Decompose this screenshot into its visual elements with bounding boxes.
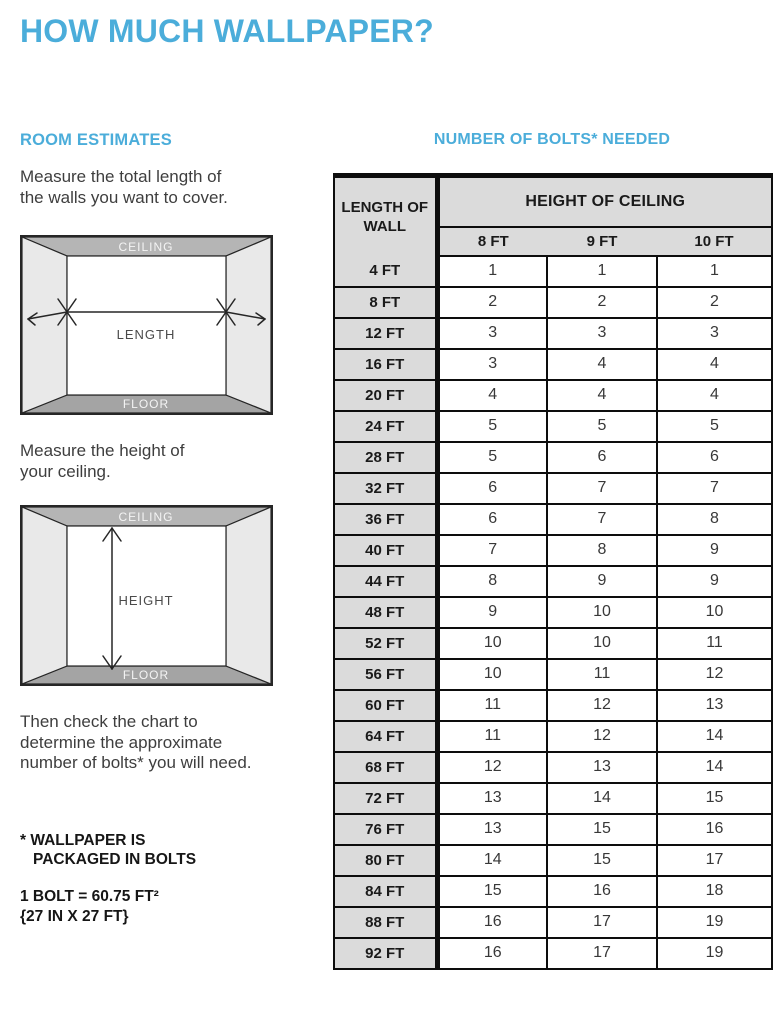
- bolt-count-cell: 6: [437, 473, 547, 504]
- table-row: [334, 380, 772, 411]
- bolts-table-body: [334, 256, 772, 969]
- table-row: [334, 938, 772, 969]
- wall-length-cell: 44 FT: [334, 566, 437, 597]
- floor-label: FLOOR: [122, 397, 170, 411]
- bolt-count-cell: 3: [547, 318, 657, 349]
- table-row: [334, 597, 772, 628]
- bolt-count-cell: 10: [437, 628, 547, 659]
- step1-line2: the walls you want to cover.: [20, 187, 228, 207]
- left-wall-surface: [22, 507, 67, 684]
- wall-length-cell: 12 FT: [334, 318, 437, 349]
- step3-line1: Then check the chart to: [20, 712, 198, 731]
- wall-length-cell: 64 FT: [334, 721, 437, 752]
- bolt-size-line1: 1 BOLT = 60.75 FT²: [20, 888, 159, 905]
- bolt-count-cell: 14: [657, 752, 772, 783]
- wall-length-cell: 76 FT: [334, 814, 437, 845]
- ceiling-height-10ft-header: 10 FT: [657, 227, 772, 256]
- bolt-count-cell: 10: [547, 628, 657, 659]
- height-label: HEIGHT: [118, 593, 174, 608]
- bolt-count-cell: 15: [547, 845, 657, 876]
- table-row: [334, 845, 772, 876]
- step3-text: [20, 712, 252, 774]
- bolt-count-cell: 2: [657, 287, 772, 318]
- bolt-count-cell: 12: [437, 752, 547, 783]
- floor-label: FLOOR: [122, 668, 170, 682]
- step2-line2: your ceiling.: [20, 461, 111, 481]
- bolt-count-cell: 13: [437, 814, 547, 845]
- wall-length-cell: 16 FT: [334, 349, 437, 380]
- bolt-count-cell: 6: [437, 504, 547, 535]
- table-row: [334, 535, 772, 566]
- table-row: [334, 256, 772, 287]
- bolt-count-cell: 4: [547, 349, 657, 380]
- wall-length-cell: 56 FT: [334, 659, 437, 690]
- bolt-count-cell: 15: [547, 814, 657, 845]
- bolt-count-cell: 11: [437, 721, 547, 752]
- bolt-count-cell: 3: [437, 318, 547, 349]
- table-row: [334, 783, 772, 814]
- bolt-count-cell: 17: [547, 907, 657, 938]
- bolt-count-cell: 8: [437, 566, 547, 597]
- wall-length-cell: 60 FT: [334, 690, 437, 721]
- bolt-count-cell: 4: [547, 380, 657, 411]
- bolt-count-cell: 18: [657, 876, 772, 907]
- bolts-footnote: [20, 831, 196, 869]
- ceiling-label: CEILING: [118, 510, 174, 524]
- bolt-count-cell: 3: [657, 318, 772, 349]
- table-row: [334, 318, 772, 349]
- bolt-count-cell: 1: [657, 256, 772, 287]
- table-row: [334, 349, 772, 380]
- step1-text: [20, 167, 228, 208]
- bolt-count-cell: 4: [437, 380, 547, 411]
- wall-length-cell: 20 FT: [334, 380, 437, 411]
- ceiling-height-8ft-header: 8 FT: [437, 227, 547, 256]
- bolt-count-cell: 9: [547, 566, 657, 597]
- bolt-count-cell: 7: [547, 473, 657, 504]
- room-height-diagram: [20, 505, 273, 686]
- bolt-count-cell: 9: [657, 535, 772, 566]
- table-row: [334, 504, 772, 535]
- table-row: [334, 814, 772, 845]
- bolt-count-cell: 7: [657, 473, 772, 504]
- wall-length-cell: 32 FT: [334, 473, 437, 504]
- wall-length-cell: 72 FT: [334, 783, 437, 814]
- table-row: [334, 876, 772, 907]
- table-row: [334, 287, 772, 318]
- bolt-count-cell: 16: [657, 814, 772, 845]
- step1-line1: Measure the total length of: [20, 167, 222, 186]
- bolt-count-cell: 17: [547, 938, 657, 969]
- table-row: [334, 721, 772, 752]
- table-row: [334, 907, 772, 938]
- bolt-count-cell: 8: [547, 535, 657, 566]
- bolts-table-heading: NUMBER OF BOLTS* NEEDED: [433, 131, 671, 148]
- height-of-ceiling-header: HEIGHT OF CEILING: [437, 176, 772, 227]
- wall-length-cell: 52 FT: [334, 628, 437, 659]
- room-estimates-section: [20, 131, 325, 1011]
- wall-length-cell: 80 FT: [334, 845, 437, 876]
- length-label: LENGTH: [116, 327, 176, 342]
- bolts-table: [333, 173, 773, 970]
- table-row: [334, 566, 772, 597]
- bolt-count-cell: 2: [547, 287, 657, 318]
- bolt-count-cell: 6: [657, 442, 772, 473]
- wall-length-cell: 8 FT: [334, 287, 437, 318]
- footnote-line2: PACKAGED IN BOLTS: [33, 851, 197, 868]
- bolt-count-cell: 5: [437, 442, 547, 473]
- table-row: [334, 442, 772, 473]
- room-estimates-heading: ROOM ESTIMATES: [20, 131, 172, 149]
- bolt-count-cell: 10: [657, 597, 772, 628]
- bolt-count-cell: 14: [657, 721, 772, 752]
- bolt-count-cell: 11: [437, 690, 547, 721]
- bolt-count-cell: 4: [657, 380, 772, 411]
- bolt-count-cell: 17: [657, 845, 772, 876]
- table-row: [334, 411, 772, 442]
- bolt-count-cell: 7: [547, 504, 657, 535]
- left-wall-surface: [22, 237, 67, 413]
- ceiling-label: CEILING: [118, 240, 174, 254]
- length-of-wall-header: LENGTH OF WALL: [334, 176, 437, 256]
- bolt-count-cell: 19: [657, 907, 772, 938]
- page-title: HOW MUCH WALLPAPER?: [20, 13, 434, 49]
- bolt-size-info: [20, 887, 159, 927]
- bolt-count-cell: 13: [657, 690, 772, 721]
- bolt-count-cell: 3: [437, 349, 547, 380]
- bolt-count-cell: 12: [547, 721, 657, 752]
- bolt-count-cell: 16: [437, 938, 547, 969]
- wall-length-cell: 36 FT: [334, 504, 437, 535]
- bolt-count-cell: 11: [547, 659, 657, 690]
- table-row: [334, 690, 772, 721]
- bolt-count-cell: 5: [657, 411, 772, 442]
- bolt-count-cell: 7: [437, 535, 547, 566]
- bolt-count-cell: 2: [437, 287, 547, 318]
- bolt-count-cell: 15: [657, 783, 772, 814]
- bolt-count-cell: 12: [547, 690, 657, 721]
- bolt-count-cell: 15: [437, 876, 547, 907]
- bolt-count-cell: 8: [657, 504, 772, 535]
- bolt-count-cell: 16: [437, 907, 547, 938]
- right-wall-surface: [226, 507, 271, 684]
- bolt-count-cell: 13: [547, 752, 657, 783]
- wall-length-cell: 88 FT: [334, 907, 437, 938]
- right-wall-surface: [226, 237, 271, 413]
- bolt-count-cell: 12: [657, 659, 772, 690]
- step2-text: [20, 441, 184, 482]
- step2-line1: Measure the height of: [20, 441, 185, 460]
- table-row: [334, 628, 772, 659]
- ceiling-height-9ft-header: 9 FT: [547, 227, 657, 256]
- bolt-count-cell: 9: [437, 597, 547, 628]
- bolt-count-cell: 10: [547, 597, 657, 628]
- table-row: [334, 473, 772, 504]
- bolt-count-cell: 6: [547, 442, 657, 473]
- room-length-diagram: [20, 235, 273, 415]
- wall-length-cell: 48 FT: [334, 597, 437, 628]
- wall-length-cell: 40 FT: [334, 535, 437, 566]
- bolts-table-section: [333, 131, 771, 970]
- bolt-count-cell: 1: [547, 256, 657, 287]
- bolt-count-cell: 10: [437, 659, 547, 690]
- bolt-count-cell: 5: [547, 411, 657, 442]
- footnote-line1: * WALLPAPER IS: [20, 832, 146, 849]
- step3-line3: number of bolts* you will need.: [20, 753, 252, 772]
- bolt-count-cell: 13: [437, 783, 547, 814]
- wall-length-cell: 68 FT: [334, 752, 437, 783]
- wall-length-cell: 84 FT: [334, 876, 437, 907]
- bolt-count-cell: 11: [657, 628, 772, 659]
- table-row: [334, 659, 772, 690]
- group-header-row: [334, 176, 772, 227]
- wall-length-cell: 4 FT: [334, 256, 437, 287]
- wall-length-cell: 24 FT: [334, 411, 437, 442]
- bolt-count-cell: 14: [437, 845, 547, 876]
- bolt-count-cell: 1: [437, 256, 547, 287]
- bolt-size-line2: {27 IN X 27 FT}: [20, 908, 129, 925]
- wall-length-cell: 28 FT: [334, 442, 437, 473]
- bolt-count-cell: 16: [547, 876, 657, 907]
- bolt-count-cell: 14: [547, 783, 657, 814]
- step3-line2: determine the approximate: [20, 732, 223, 752]
- bolt-count-cell: 5: [437, 411, 547, 442]
- bolt-count-cell: 4: [657, 349, 772, 380]
- bolt-count-cell: 9: [657, 566, 772, 597]
- bolt-count-cell: 19: [657, 938, 772, 969]
- table-row: [334, 752, 772, 783]
- wall-length-cell: 92 FT: [334, 938, 437, 969]
